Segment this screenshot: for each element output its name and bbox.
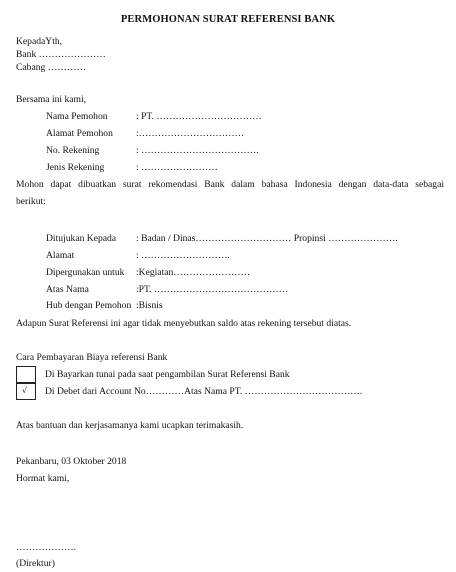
account-type-value: : …………………… — [136, 162, 218, 173]
payment-option-cash-label: Di Bayarkan tunai pada saat pengambilan Surat Referensi Bank — [45, 369, 290, 380]
payment-option-debit-checkbox[interactable] — [16, 383, 36, 400]
payment-option-debit-label: Di Debet dari Account No…………Atas Nama PT. ………………………………. — [45, 386, 363, 397]
payment-option-cash-checkbox[interactable] — [16, 366, 36, 383]
payment-heading: Cara Pembayaran Biaya referensi Bank — [16, 352, 168, 363]
details-address-value: : ………………………. — [136, 250, 230, 261]
purpose-value: :Kegiatan…………………… — [136, 267, 251, 278]
on-behalf-value: :PT. …………………………………… — [136, 284, 289, 295]
closing-text: Atas bantuan dan kerjasamanya kami ucapkan terimakasih. — [16, 420, 244, 431]
applicant-address-value: :…………………………… — [136, 128, 245, 139]
regards-text: Hormat kami, — [16, 473, 70, 484]
letter-title: PERMOHONAN SURAT REFERENSI BANK — [120, 14, 336, 25]
intro-text: Bersama ini kami, — [16, 94, 87, 105]
applicant-name-label: Nama Pemohon — [46, 111, 108, 122]
saldo-note: Adapun Surat Referensi ini agar tidak menyebutkan saldo atas rekening tersebut diatas. — [16, 318, 352, 329]
purpose-label: Dipergunakan untuk — [46, 267, 125, 278]
applicant-address-label: Alamat Pemohon — [46, 128, 113, 139]
request-text-line2: berikut: — [16, 196, 46, 207]
check-mark-icon: √ — [22, 386, 28, 395]
applicant-name-value: : PT. …………………………… — [136, 111, 262, 122]
details-address-label: Alamat — [46, 250, 75, 261]
signer-title: (Direktur) — [16, 558, 55, 569]
recipient-bank: Bank ………………… — [16, 49, 106, 60]
recipient-branch: Cabang ………… — [16, 62, 87, 73]
account-number-label: No. Rekening — [46, 145, 100, 156]
addressed-to-value: : Badan / Dinas………………………… Propinsi …………………. — [136, 233, 398, 244]
relationship-label: Hub dengan Pemohon — [46, 300, 132, 311]
on-behalf-label: Atas Nama — [46, 284, 89, 295]
relationship-value: :Bisnis — [136, 300, 163, 311]
recipient-greeting: KepadaYth, — [16, 36, 63, 47]
signature-line: ………………. — [16, 542, 76, 553]
account-number-value: : ………………………………. — [136, 145, 259, 156]
place-date: Pekanbaru, 03 Oktober 2018 — [16, 456, 127, 467]
request-text-line1: Mohon dapat dibuatkan surat rekomendasi Bank dalam bahasa Indonesia dengan data-data sebagai — [16, 179, 444, 190]
addressed-to-label: Ditujukan Kepada — [46, 233, 117, 244]
account-type-label: Jenis Rekening — [46, 162, 105, 173]
